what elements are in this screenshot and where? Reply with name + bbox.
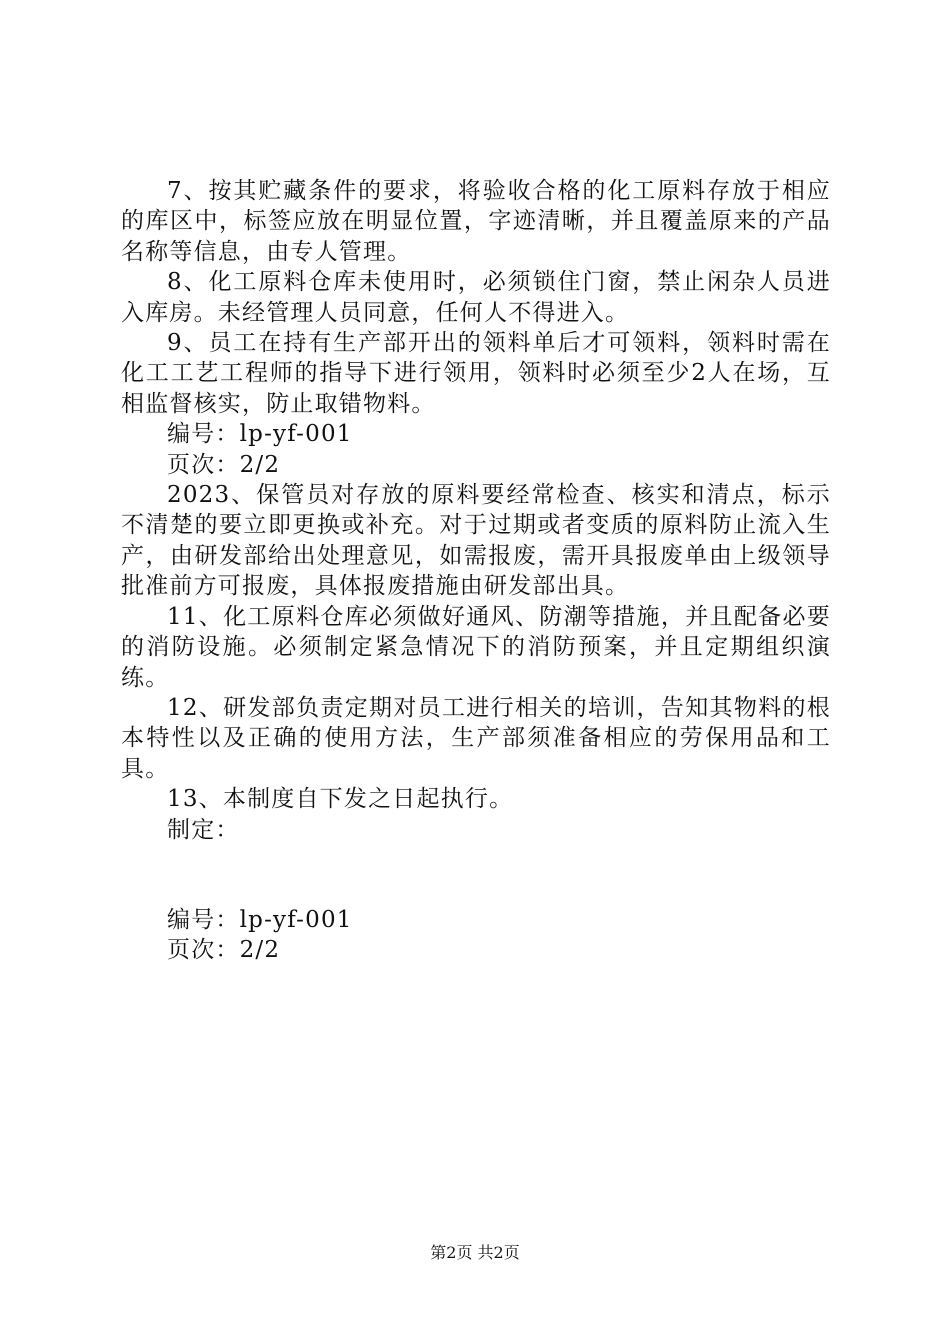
paragraph-9: 9、员工在持有生产部开出的领料单后才可领料，领料时需在化工工艺工程师的指导下进行领用，领料时必须至少2人在场，互相监督核实，防止取错物料。 bbox=[121, 330, 831, 417]
document-code: 编号：lp-yf-001 bbox=[167, 421, 353, 448]
paragraph-12: 12、研发部负责定期对员工进行相关的培训，告知其物料的根本特性以及正确的使用方法，生产部须准备相应的劳保用品和工具。 bbox=[121, 694, 831, 782]
page-number-line: 页次：2/2 bbox=[167, 451, 281, 478]
page-number-line-repeat: 页次：2/2 bbox=[167, 937, 281, 964]
blank-space bbox=[121, 845, 831, 905]
paragraph-8: 8、化工原料仓库未使用时，必须锁住门窗，禁止闲杂人员进入库房。未经管理人员同意，任何人不得进入。 bbox=[121, 269, 831, 326]
paragraph-10: 2023、保管员对存放的原料要经常检查、核实和清点，标示不清楚的要立即更换或补充。对于过期或者变质的原料防止流入生产，由研发部给出处理意见，如需报废，需开具报废单由上级领导批准前方可报废，具体报废措施由研发部出具。 bbox=[121, 482, 831, 600]
document-body bbox=[121, 176, 831, 966]
made-by-line: 制定： bbox=[167, 816, 240, 843]
page-footer: 第2页 共2页 bbox=[430, 1243, 520, 1262]
paragraph-13: 13、本制度自下发之日起执行。 bbox=[167, 786, 514, 813]
paragraph-7: 7、按其贮藏条件的要求，将验收合格的化工原料存放于相应的库区中，标签应放在明显位置，字迹清晰，并且覆盖原来的产品名称等信息，由专人管理。 bbox=[121, 178, 831, 265]
paragraph-11: 11、化工原料仓库必须做好通风、防潮等措施，并且配备必要的消防设施。必须制定紧急情况下的消防预案，并且定期组织演练。 bbox=[121, 603, 831, 691]
document-code-repeat: 编号：lp-yf-001 bbox=[167, 906, 353, 933]
